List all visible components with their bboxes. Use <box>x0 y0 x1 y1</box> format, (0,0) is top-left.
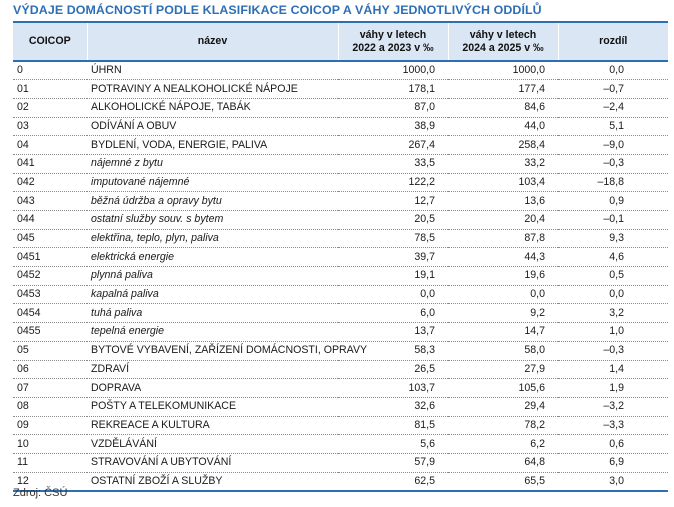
cell-difference: 0,6 <box>558 435 668 454</box>
cell-weight-2024-2025: 177,4 <box>448 80 558 99</box>
cell-coicop: 04 <box>13 136 87 155</box>
source-note: Zdroj: ČSÚ <box>13 487 68 499</box>
cell-difference: –0,1 <box>558 211 668 230</box>
cell-weight-2024-2025: 20,4 <box>448 211 558 230</box>
cell-coicop: 07 <box>13 379 87 398</box>
cell-coicop: 044 <box>13 211 87 230</box>
cell-name: ZDRAVÍ <box>87 360 338 379</box>
cell-name: tepelná energie <box>87 323 338 342</box>
cell-coicop: 0455 <box>13 323 87 342</box>
cell-weight-2024-2025: 44,3 <box>448 248 558 267</box>
cell-weight-2022-2023: 57,9 <box>338 453 448 472</box>
table-row <box>13 379 668 398</box>
table-body <box>13 61 668 491</box>
cell-name: ODÍVÁNÍ A OBUV <box>87 117 338 136</box>
table-row <box>13 341 668 360</box>
cell-coicop: 041 <box>13 154 87 173</box>
cell-difference: 0,9 <box>558 192 668 211</box>
table-row <box>13 248 668 267</box>
cell-weight-2022-2023: 81,5 <box>338 416 448 435</box>
cell-coicop: 045 <box>13 229 87 248</box>
cell-weight-2022-2023: 122,2 <box>338 173 448 192</box>
cell-weight-2024-2025: 84,6 <box>448 98 558 117</box>
table-row <box>13 453 668 472</box>
cell-difference: –3,2 <box>558 397 668 416</box>
cell-difference: 6,9 <box>558 453 668 472</box>
cell-weight-2022-2023: 78,5 <box>338 229 448 248</box>
cell-weight-2024-2025: 13,6 <box>448 192 558 211</box>
cell-weight-2022-2023: 87,0 <box>338 98 448 117</box>
header-weights-2024-2025-line1: váhy v letech <box>469 28 537 41</box>
cell-difference: 3,2 <box>558 304 668 323</box>
table-row <box>13 472 668 491</box>
table-row <box>13 397 668 416</box>
cell-name: VZDĚLÁVÁNÍ <box>87 435 338 454</box>
header-difference: rozdíl <box>558 22 668 61</box>
cell-difference: 1,4 <box>558 360 668 379</box>
cell-coicop: 0452 <box>13 267 87 286</box>
table-row <box>13 154 668 173</box>
cell-coicop: 0453 <box>13 285 87 304</box>
table-row <box>13 136 668 155</box>
cell-coicop: 12 <box>13 472 87 491</box>
cell-weight-2022-2023: 12,7 <box>338 192 448 211</box>
cell-weight-2022-2023: 267,4 <box>338 136 448 155</box>
cell-weight-2024-2025: 9,2 <box>448 304 558 323</box>
cell-weight-2024-2025: 65,5 <box>448 472 558 491</box>
cell-name: nájemné z bytu <box>87 154 338 173</box>
table-row <box>13 192 668 211</box>
cell-name: ostatní služby souv. s bytem <box>87 211 338 230</box>
cell-name: POTRAVINY A NEALKOHOLICKÉ NÁPOJE <box>87 80 338 99</box>
page-title: VÝDAJE DOMÁCNOSTÍ PODLE KLASIFIKACE COICOP A VÁHY JEDNOTLIVÝCH ODDÍLŮ <box>13 3 542 17</box>
cell-weight-2022-2023: 6,0 <box>338 304 448 323</box>
cell-weight-2024-2025: 103,4 <box>448 173 558 192</box>
table-row <box>13 285 668 304</box>
cell-name: DOPRAVA <box>87 379 338 398</box>
cell-weight-2022-2023: 39,7 <box>338 248 448 267</box>
cell-difference: 0,5 <box>558 267 668 286</box>
cell-weight-2022-2023: 33,5 <box>338 154 448 173</box>
header-weights-2024-2025 <box>448 22 558 61</box>
cell-weight-2022-2023: 38,9 <box>338 117 448 136</box>
cell-coicop: 09 <box>13 416 87 435</box>
cell-name: elektřina, teplo, plyn, paliva <box>87 229 338 248</box>
cell-weight-2024-2025: 27,9 <box>448 360 558 379</box>
cell-coicop: 05 <box>13 341 87 360</box>
cell-difference: –0,3 <box>558 154 668 173</box>
table-row <box>13 229 668 248</box>
table-row <box>13 360 668 379</box>
cell-difference: 1,0 <box>558 323 668 342</box>
cell-name: plynná paliva <box>87 267 338 286</box>
cell-weight-2022-2023: 103,7 <box>338 379 448 398</box>
cell-coicop: 01 <box>13 80 87 99</box>
cell-difference: –18,8 <box>558 173 668 192</box>
cell-difference: 5,1 <box>558 117 668 136</box>
cell-weight-2024-2025: 6,2 <box>448 435 558 454</box>
cell-coicop: 03 <box>13 117 87 136</box>
cell-difference: –3,3 <box>558 416 668 435</box>
cell-coicop: 043 <box>13 192 87 211</box>
table-row <box>13 267 668 286</box>
cell-difference: –2,4 <box>558 98 668 117</box>
cell-weight-2024-2025: 258,4 <box>448 136 558 155</box>
cell-weight-2022-2023: 19,1 <box>338 267 448 286</box>
cell-difference: 9,3 <box>558 229 668 248</box>
table-header-row <box>13 22 668 61</box>
header-weights-2022-2023-line1: váhy v letech <box>359 28 427 41</box>
cell-name: kapalná paliva <box>87 285 338 304</box>
cell-weight-2022-2023: 13,7 <box>338 323 448 342</box>
cell-coicop: 10 <box>13 435 87 454</box>
table-row <box>13 211 668 230</box>
cell-difference: –0,7 <box>558 80 668 99</box>
header-weights-2022-2023 <box>338 22 448 61</box>
cell-coicop: 11 <box>13 453 87 472</box>
cell-name: ÚHRN <box>87 61 338 80</box>
cell-weight-2022-2023: 1000,0 <box>338 61 448 80</box>
cell-name: běžná údržba a opravy bytu <box>87 192 338 211</box>
cell-weight-2024-2025: 19,6 <box>448 267 558 286</box>
header-weights-2022-2023-line2: 2022 a 2023 v ‰ <box>352 41 434 54</box>
cell-weight-2022-2023: 20,5 <box>338 211 448 230</box>
table-row <box>13 98 668 117</box>
table-row <box>13 80 668 99</box>
cell-weight-2024-2025: 78,2 <box>448 416 558 435</box>
cell-difference: 1,9 <box>558 379 668 398</box>
cell-coicop: 0451 <box>13 248 87 267</box>
cell-coicop: 0454 <box>13 304 87 323</box>
table-row <box>13 61 668 80</box>
cell-name: REKREACE A KULTURA <box>87 416 338 435</box>
cell-coicop: 0 <box>13 61 87 80</box>
cell-weight-2022-2023: 32,6 <box>338 397 448 416</box>
header-name: název <box>87 22 338 61</box>
cell-name: STRAVOVÁNÍ A UBYTOVÁNÍ <box>87 453 338 472</box>
table-row <box>13 173 668 192</box>
cell-weight-2022-2023: 58,3 <box>338 341 448 360</box>
cell-coicop: 042 <box>13 173 87 192</box>
cell-weight-2022-2023: 62,5 <box>338 472 448 491</box>
weights-table <box>13 21 668 492</box>
cell-name: OSTATNÍ ZBOŽÍ A SLUŽBY <box>87 472 338 491</box>
cell-weight-2022-2023: 26,5 <box>338 360 448 379</box>
cell-weight-2024-2025: 64,8 <box>448 453 558 472</box>
cell-name: ALKOHOLICKÉ NÁPOJE, TABÁK <box>87 98 338 117</box>
cell-weight-2024-2025: 87,8 <box>448 229 558 248</box>
cell-weight-2024-2025: 44,0 <box>448 117 558 136</box>
cell-weight-2024-2025: 0,0 <box>448 285 558 304</box>
table-row <box>13 117 668 136</box>
table-row <box>13 416 668 435</box>
cell-name: imputované nájemné <box>87 173 338 192</box>
cell-weight-2024-2025: 29,4 <box>448 397 558 416</box>
cell-name: tuhá paliva <box>87 304 338 323</box>
cell-name: POŠTY A TELEKOMUNIKACE <box>87 397 338 416</box>
table-row <box>13 304 668 323</box>
cell-weight-2024-2025: 14,7 <box>448 323 558 342</box>
cell-difference: –9,0 <box>558 136 668 155</box>
cell-weight-2024-2025: 1000,0 <box>448 61 558 80</box>
cell-weight-2024-2025: 105,6 <box>448 379 558 398</box>
table-row <box>13 323 668 342</box>
cell-weight-2022-2023: 0,0 <box>338 285 448 304</box>
cell-difference: 0,0 <box>558 285 668 304</box>
cell-name: BYDLENÍ, VODA, ENERGIE, PALIVA <box>87 136 338 155</box>
cell-difference: 4,6 <box>558 248 668 267</box>
cell-difference: 3,0 <box>558 472 668 491</box>
cell-name: BYTOVÉ VYBAVENÍ, ZAŘÍZENÍ DOMÁCNOSTI, OPRAVY <box>87 341 338 360</box>
cell-name: elektrická energie <box>87 248 338 267</box>
cell-difference: –0,3 <box>558 341 668 360</box>
cell-weight-2022-2023: 5,6 <box>338 435 448 454</box>
cell-weight-2024-2025: 33,2 <box>448 154 558 173</box>
cell-coicop: 08 <box>13 397 87 416</box>
cell-coicop: 02 <box>13 98 87 117</box>
cell-weight-2022-2023: 178,1 <box>338 80 448 99</box>
cell-difference: 0,0 <box>558 61 668 80</box>
header-coicop: COICOP <box>13 22 87 61</box>
cell-weight-2024-2025: 58,0 <box>448 341 558 360</box>
cell-coicop: 06 <box>13 360 87 379</box>
table-row <box>13 435 668 454</box>
header-weights-2024-2025-line2: 2024 a 2025 v ‰ <box>462 41 544 54</box>
